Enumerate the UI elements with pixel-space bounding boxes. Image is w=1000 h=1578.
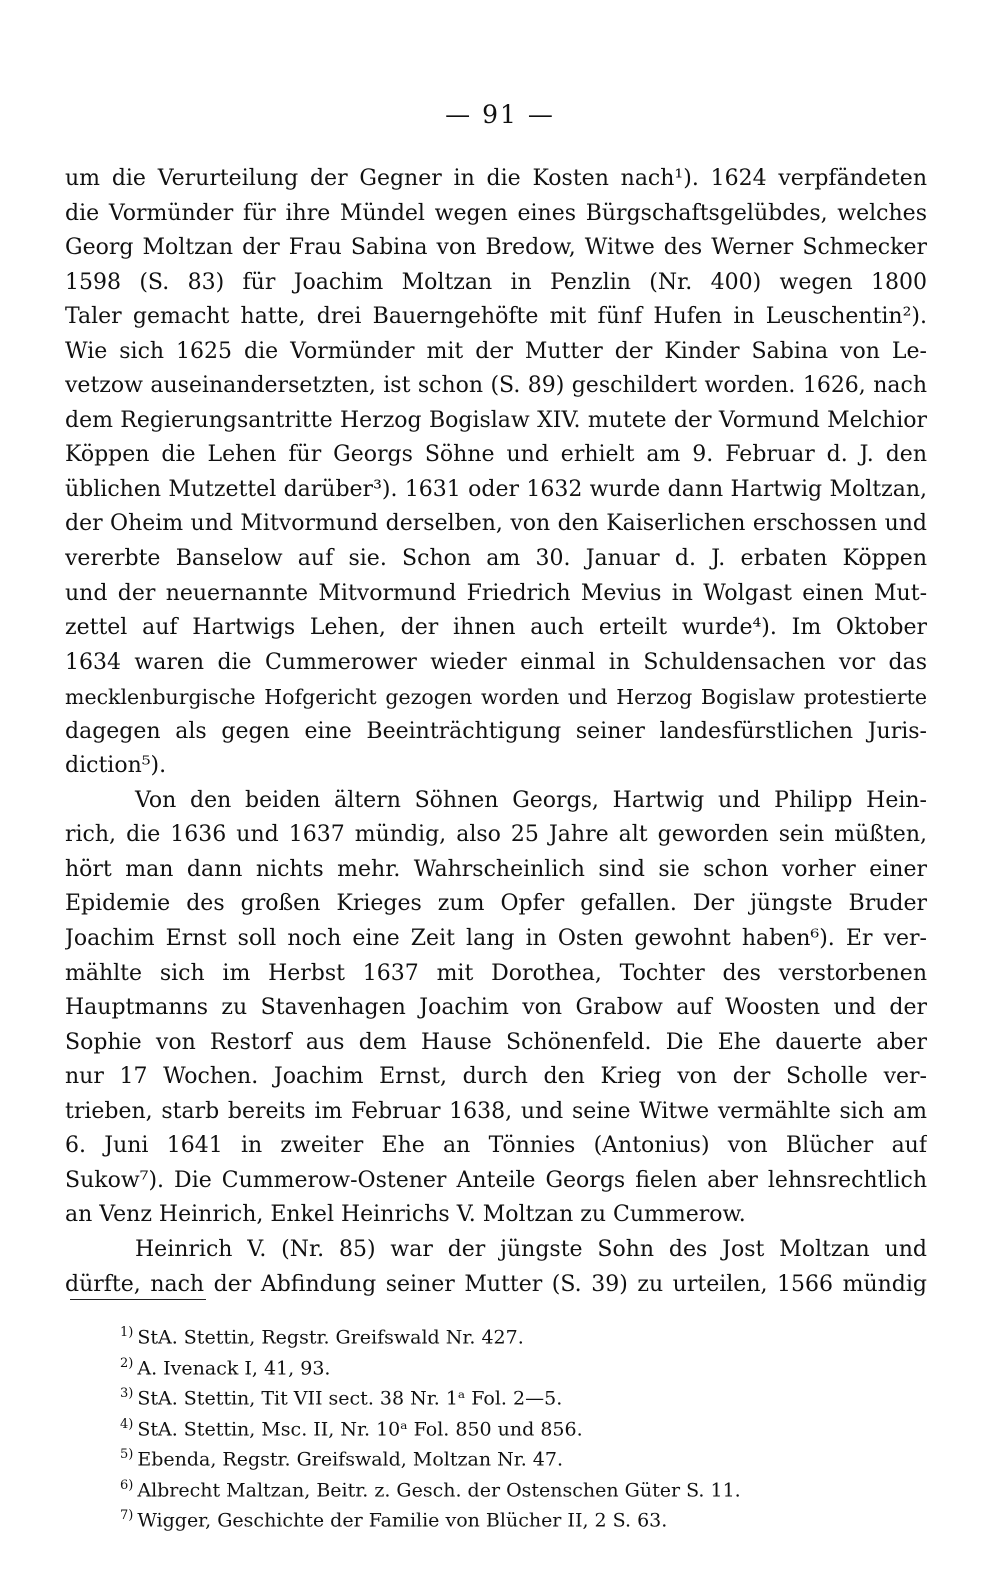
text-line: um die Verurteilung der Gegner in die Kosten nach¹). 1624 verpfändeten	[65, 166, 927, 191]
footnote	[120, 1410, 880, 1441]
footnote	[120, 1349, 880, 1380]
text-line: Hauptmanns zu Stavenhagen Joachim von Grabow auf Woosten und der	[65, 995, 927, 1021]
footnote-text: Albrecht Maltzan, Beitr. z. Gesch. der Ostenschen Güter S. 11.	[137, 1478, 741, 1501]
text-line: an Venz Heinrich, Enkel Heinrichs V. Moltzan zu Cummerow.	[65, 1202, 746, 1228]
footnote	[120, 1471, 880, 1502]
text-line: üblichen Mutzettel darüber³). 1631 oder 1632 wurde dann Hartwig Moltzan,	[65, 476, 927, 502]
text-line: Sukow⁷). Die Cummerow-Ostener Anteile Georgs fielen aber lehnsrechtlich	[65, 1167, 927, 1193]
text-line: diction⁵).	[65, 753, 167, 779]
footnote	[120, 1379, 880, 1410]
footnote-marker: 5)	[120, 1447, 134, 1462]
text-line: Joachim Ernst soll noch eine Zeit lang in Osten gewohnt haben⁶). Er ver-	[65, 926, 927, 952]
footnote-separator	[70, 1299, 206, 1300]
text-line: Köppen die Lehen für Georgs Söhne und erhielt am 9. Februar d. J. den	[65, 442, 927, 468]
footnote	[120, 1318, 880, 1349]
text-line: dürfte, nach der Abfindung seiner Mutter (S. 39) zu urteilen, 1566 mündig	[65, 1271, 927, 1297]
text-line: vererbte Banselow auf sie. Schon am 30. Januar d. J. erbaten Köppen	[65, 546, 927, 572]
footnote-marker: 3)	[120, 1386, 134, 1401]
body-text	[65, 162, 927, 1302]
footnote-text: Wigger, Geschichte der Familie von Blücher II, 2 S. 63.	[137, 1509, 668, 1532]
text-line: 6. Juni 1641 in zweiter Ehe an Tönnies (Antonius) von Blücher auf	[65, 1133, 927, 1159]
footnote-marker: 7)	[120, 1508, 134, 1523]
footnote-marker: 4)	[120, 1416, 134, 1432]
footnote-text: StA. Stettin, Msc. II, Nr. 10ᵃ Fol. 850 und 856.	[137, 1417, 583, 1440]
text-line: Georg Moltzan der Frau Sabina von Bredow, Witwe des Werner Schmecker	[65, 235, 927, 261]
text-line: Sophie von Restorf aus dem Hause Schönenfeld. Die Ehe dauerte aber	[65, 1029, 927, 1055]
text-line: mecklenburgische Hofgericht gezogen worden und Herzog Bogislaw protestierte	[65, 685, 927, 710]
footnote-marker: 6)	[120, 1477, 134, 1493]
text-line: Epidemie des großen Krieges zum Opfer gefallen. Der jüngste Bruder	[65, 891, 927, 917]
footnotes	[120, 1318, 880, 1532]
text-line: nur 17 Wochen. Joachim Ernst, durch den Krieg von der Scholle ver-	[65, 1064, 927, 1090]
footnote-text: A. Ivenack I, 41, 93.	[137, 1356, 331, 1379]
footnote-text: Ebenda, Regstr. Greifswald, Moltzan Nr. 47.	[137, 1448, 564, 1471]
page-number: — 91 —	[445, 100, 555, 129]
text-line: vetzow auseinandersetzten, ist schon (S. 89) geschildert worden. 1626, nach	[65, 373, 927, 399]
text-line: mählte sich im Herbst 1637 mit Dorothea, Tochter des verstorbenen	[65, 960, 927, 986]
footnote-text: StA. Stettin, Tit VII sect. 38 Nr. 1ᵃ Fol. 2—5.	[137, 1387, 563, 1410]
text-line: Taler gemacht hatte, drei Bauerngehöfte mit fünf Hufen in Leuschentin²).	[65, 304, 927, 330]
text-line: die Vormünder für ihre Mündel wegen eines Bürgschaftsgelübdes, welches	[65, 200, 927, 226]
text-line: trieben, starb bereits im Februar 1638, und seine Witwe vermählte sich am	[65, 1098, 927, 1124]
footnote	[120, 1501, 880, 1532]
text-line: zettel auf Hartwigs Lehen, der ihnen auch erteilt wurde⁴). Im Oktober	[65, 615, 927, 641]
text-line: dem Regierungsantritte Herzog Bogislaw XIV. mutete der Vormund Melchior	[65, 407, 927, 433]
text-line: 1598 (S. 83) für Joachim Moltzan in Penzlin (Nr. 400) wegen 1800	[65, 269, 927, 295]
footnote-marker: 2)	[120, 1355, 134, 1371]
footnote	[120, 1440, 880, 1471]
text-line: Von den beiden ältern Söhnen Georgs, Hartwig und Philipp Hein-	[135, 787, 927, 813]
footnote-text: StA. Stettin, Regstr. Greifswald Nr. 427.	[137, 1326, 524, 1349]
text-line: Wie sich 1625 die Vormünder mit der Mutter der Kinder Sabina von Le-	[65, 338, 927, 364]
footnote-marker: 1)	[120, 1325, 134, 1340]
text-line: Heinrich V. (Nr. 85) war der jüngste Sohn des Jost Moltzan und	[135, 1236, 927, 1262]
text-line: hört man dann nichts mehr. Wahrscheinlich sind sie schon vorher einer	[65, 856, 927, 882]
text-line: dagegen als gegen eine Beeinträchtigung seiner landesfürstlichen Juris-	[65, 718, 927, 744]
text-line: rich, die 1636 und 1637 mündig, also 25 Jahre alt geworden sein müßten,	[65, 822, 927, 848]
text-line: der Oheim und Mitvormund derselben, von den Kaiserlichen erschossen und	[65, 511, 927, 537]
text-line: 1634 waren die Cummerower wieder einmal in Schuldensachen vor das	[65, 649, 927, 675]
text-line: und der neuernannte Mitvormund Friedrich Mevius in Wolgast einen Mut-	[65, 580, 927, 606]
